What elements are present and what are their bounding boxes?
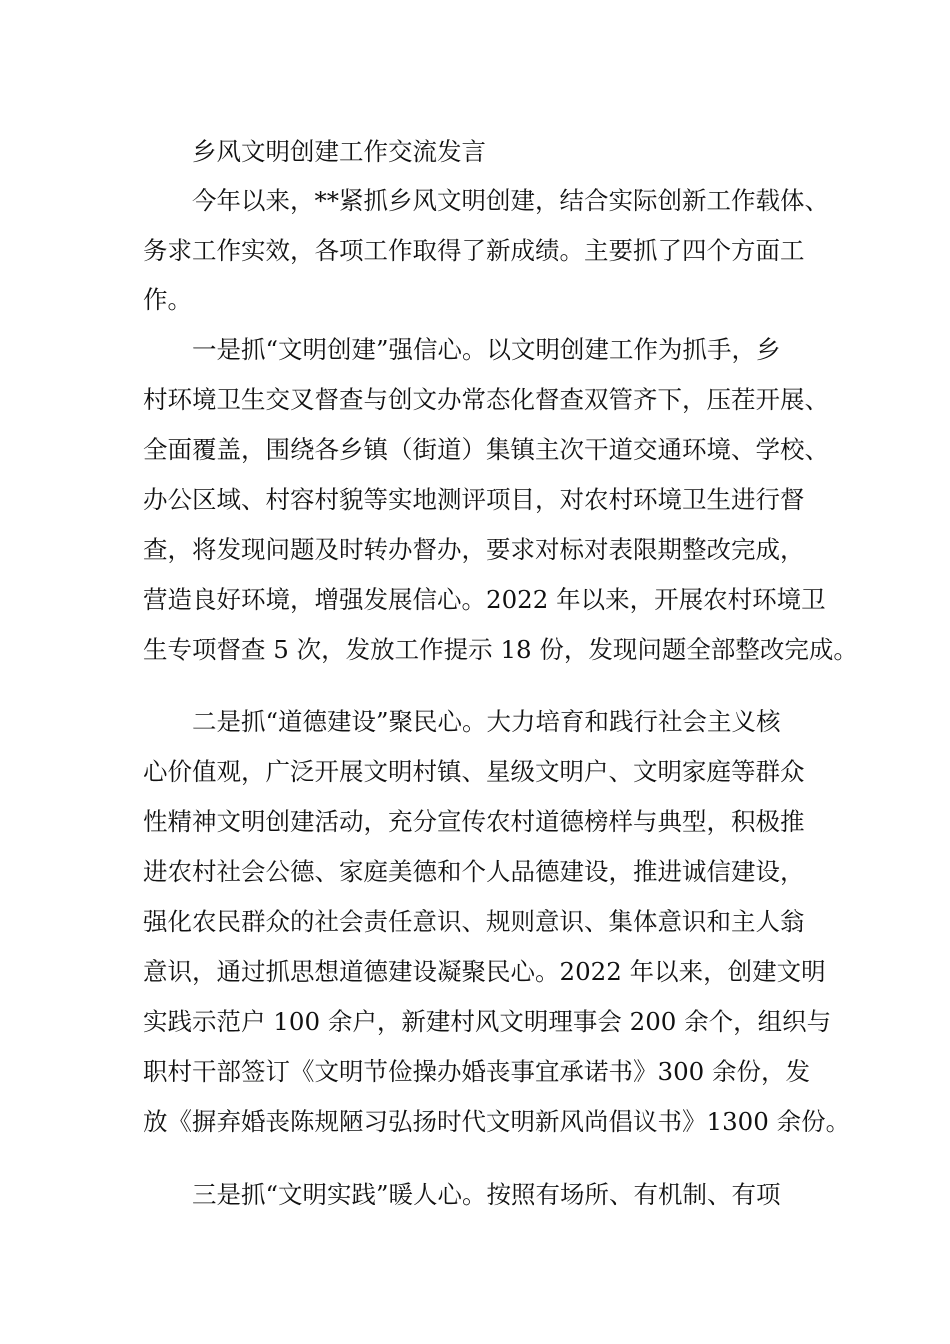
section-2-line-4: 进农村社会公德、家庭美德和个人品德建设，推进诚信建设， — [143, 857, 805, 886]
intro-line-2: 务求工作实效，各项工作取得了新成绩。主要抓了四个方面工 — [143, 236, 805, 265]
section-2-line-6: 意识，通过抓思想道德建设凝聚民心。2022 年以来，创建文明 — [143, 957, 826, 986]
intro-line-3: 作。 — [143, 285, 192, 314]
section-2-line-5: 强化农民群众的社会责任意识、规则意识、集体意识和主人翁 — [143, 907, 805, 936]
section-2-line-8: 职村干部签订《文明节俭操办婚丧事宜承诺书》300 余份，发 — [143, 1057, 811, 1086]
section-2-line-9: 放《摒弃婚丧陈规陋习弘扬时代文明新风尚倡议书》1300 余份。 — [143, 1107, 851, 1136]
intro-line-1: 今年以来，**紧抓乡风文明创建，结合实际创新工作载体、 — [192, 186, 829, 215]
section-2-line-7: 实践示范户 100 余户，新建村风文明理事会 200 余个，组织与 — [143, 1007, 832, 1036]
section-1-line-2: 村环境卫生交叉督查与创文办常态化督查双管齐下，压茬开展、 — [143, 385, 829, 414]
section-1-line-3: 全面覆盖，围绕各乡镇（街道）集镇主次干道交通环境、学校、 — [143, 435, 829, 464]
section-2-line-3: 性精神文明创建活动，充分宣传农村道德榜样与典型，积极推 — [143, 807, 805, 836]
section-1-line-1: 一是抓“文明创建”强信心。以文明创建工作为抓手，乡 — [192, 335, 781, 364]
document-title: 乡风文明创建工作交流发言 — [192, 137, 486, 166]
section-1-line-5: 查，将发现问题及时转办督办，要求对标对表限期整改完成， — [143, 535, 805, 564]
section-1-line-6: 营造良好环境，增强发展信心。2022 年以来，开展农村环境卫 — [143, 585, 826, 614]
section-2-line-2: 心价值观，广泛开展文明村镇、星级文明户、文明家庭等群众 — [143, 757, 805, 786]
section-3-line-1: 三是抓“文明实践”暖人心。按照有场所、有机制、有项 — [192, 1180, 781, 1209]
section-2-line-1: 二是抓“道德建设”聚民心。大力培育和践行社会主义核 — [192, 707, 781, 736]
section-1-line-7: 生专项督查 5 次，发放工作提示 18 份，发现问题全部整改完成。 — [143, 635, 858, 664]
section-1-line-4: 办公区域、村容村貌等实地测评项目，对农村环境卫生进行督 — [143, 485, 805, 514]
